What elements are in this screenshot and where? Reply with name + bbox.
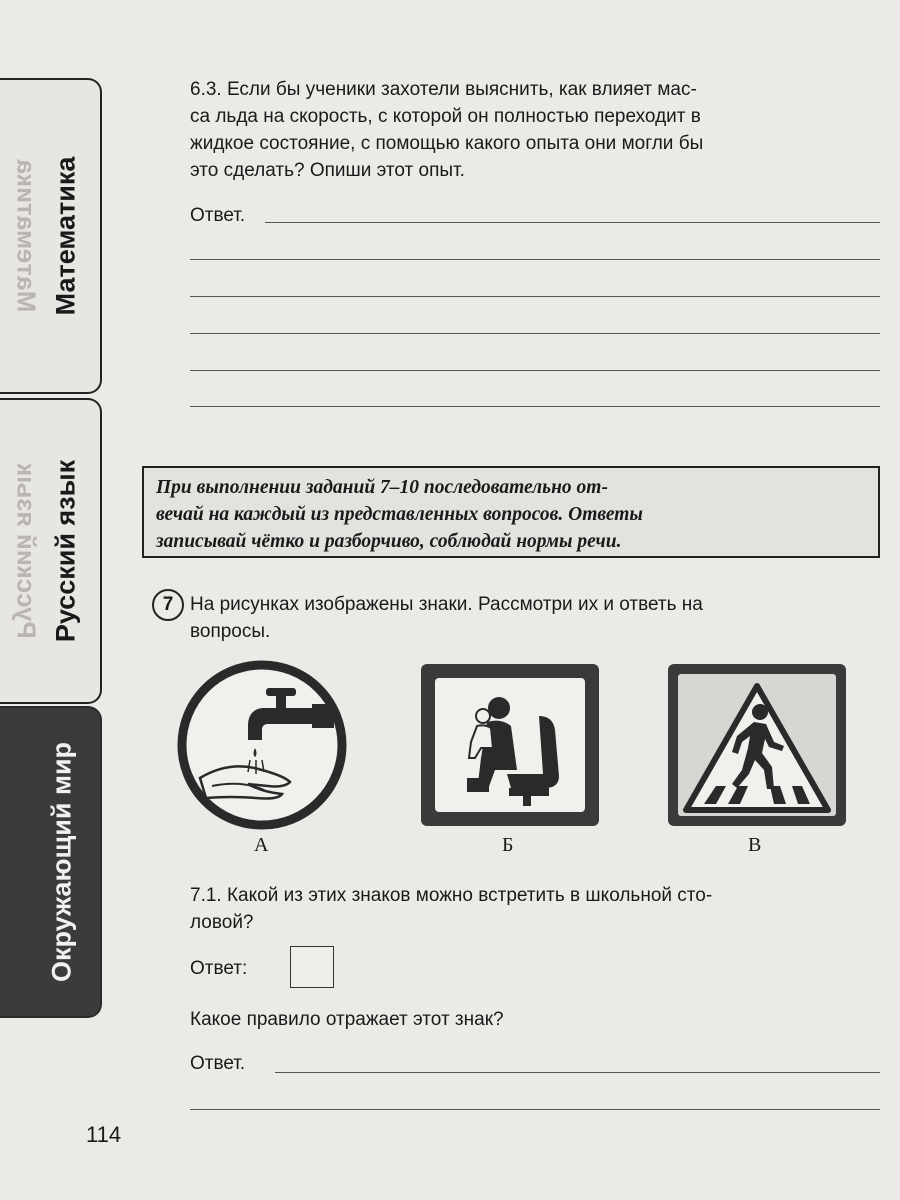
water-tap-handwash-icon — [172, 660, 352, 830]
page-number: 114 — [86, 1122, 122, 1147]
task-line: ловой? — [190, 912, 254, 933]
instruction-line: При выполнении заданий 7–10 последовательно от- — [156, 477, 608, 498]
task-7-1-text — [190, 882, 880, 936]
pedestrian-crossing-icon — [664, 660, 850, 830]
answer-label: Ответ: — [190, 958, 248, 979]
task-7-text — [190, 591, 880, 645]
answer-label: Ответ. — [190, 205, 246, 226]
tab-ghost-text: Русский язык — [11, 463, 42, 639]
instruction-line: записывай чётко и разборчиво, соблюдай нормы речи. — [156, 531, 622, 552]
answer-label: Ответ. — [190, 1053, 246, 1074]
answer-line[interactable] — [190, 406, 880, 407]
task-line: 7.1. Какой из этих знаков можно встретить в школьной сто- — [190, 885, 713, 906]
instruction-line: вечай на каждый из представленных вопросов. Ответы — [156, 504, 643, 525]
task-line: жидкое состояние, с помощью какого опыта они могли бы — [190, 133, 704, 154]
task-line: са льда на скорость, с которой он полностью переходит в — [190, 106, 701, 127]
tab-mathematics[interactable] — [0, 78, 102, 394]
answer-box[interactable] — [290, 946, 334, 988]
child-on-lap-seat-icon — [417, 660, 603, 830]
sign-label-v: В — [748, 834, 762, 856]
task-number-badge: 7 — [152, 589, 184, 621]
tab-label-mathematics: Математика — [50, 156, 81, 316]
answer-line[interactable] — [190, 259, 880, 260]
task-line: вопросы. — [190, 621, 271, 642]
answer-line[interactable] — [275, 1072, 880, 1073]
task-line: это сделать? Опиши этот опыт. — [190, 160, 465, 181]
tab-ghost-text: Математика — [11, 159, 42, 313]
answer-line[interactable] — [265, 222, 880, 223]
task-6-3-text — [190, 76, 880, 184]
tab-label-world-around: Окружающий мир — [46, 741, 77, 983]
answer-line[interactable] — [190, 296, 880, 297]
tab-label-russian: Русский язык — [50, 459, 81, 643]
question-text: Какое правило отражает этот знак? — [190, 1009, 504, 1030]
answer-line[interactable] — [190, 1109, 880, 1110]
answer-line[interactable] — [190, 333, 880, 334]
task-line: На рисунках изображены знаки. Рассмотри их и ответь на — [190, 594, 703, 615]
sign-label-b: Б — [502, 834, 514, 856]
instruction-box — [142, 466, 880, 558]
answer-line[interactable] — [190, 370, 880, 371]
tab-russian[interactable] — [0, 398, 102, 704]
task-line: 6.3. Если бы ученики захотели выяснить, как влияет мас- — [190, 79, 697, 100]
sign-label-a: А — [254, 834, 269, 856]
tab-world-around[interactable] — [0, 706, 102, 1018]
